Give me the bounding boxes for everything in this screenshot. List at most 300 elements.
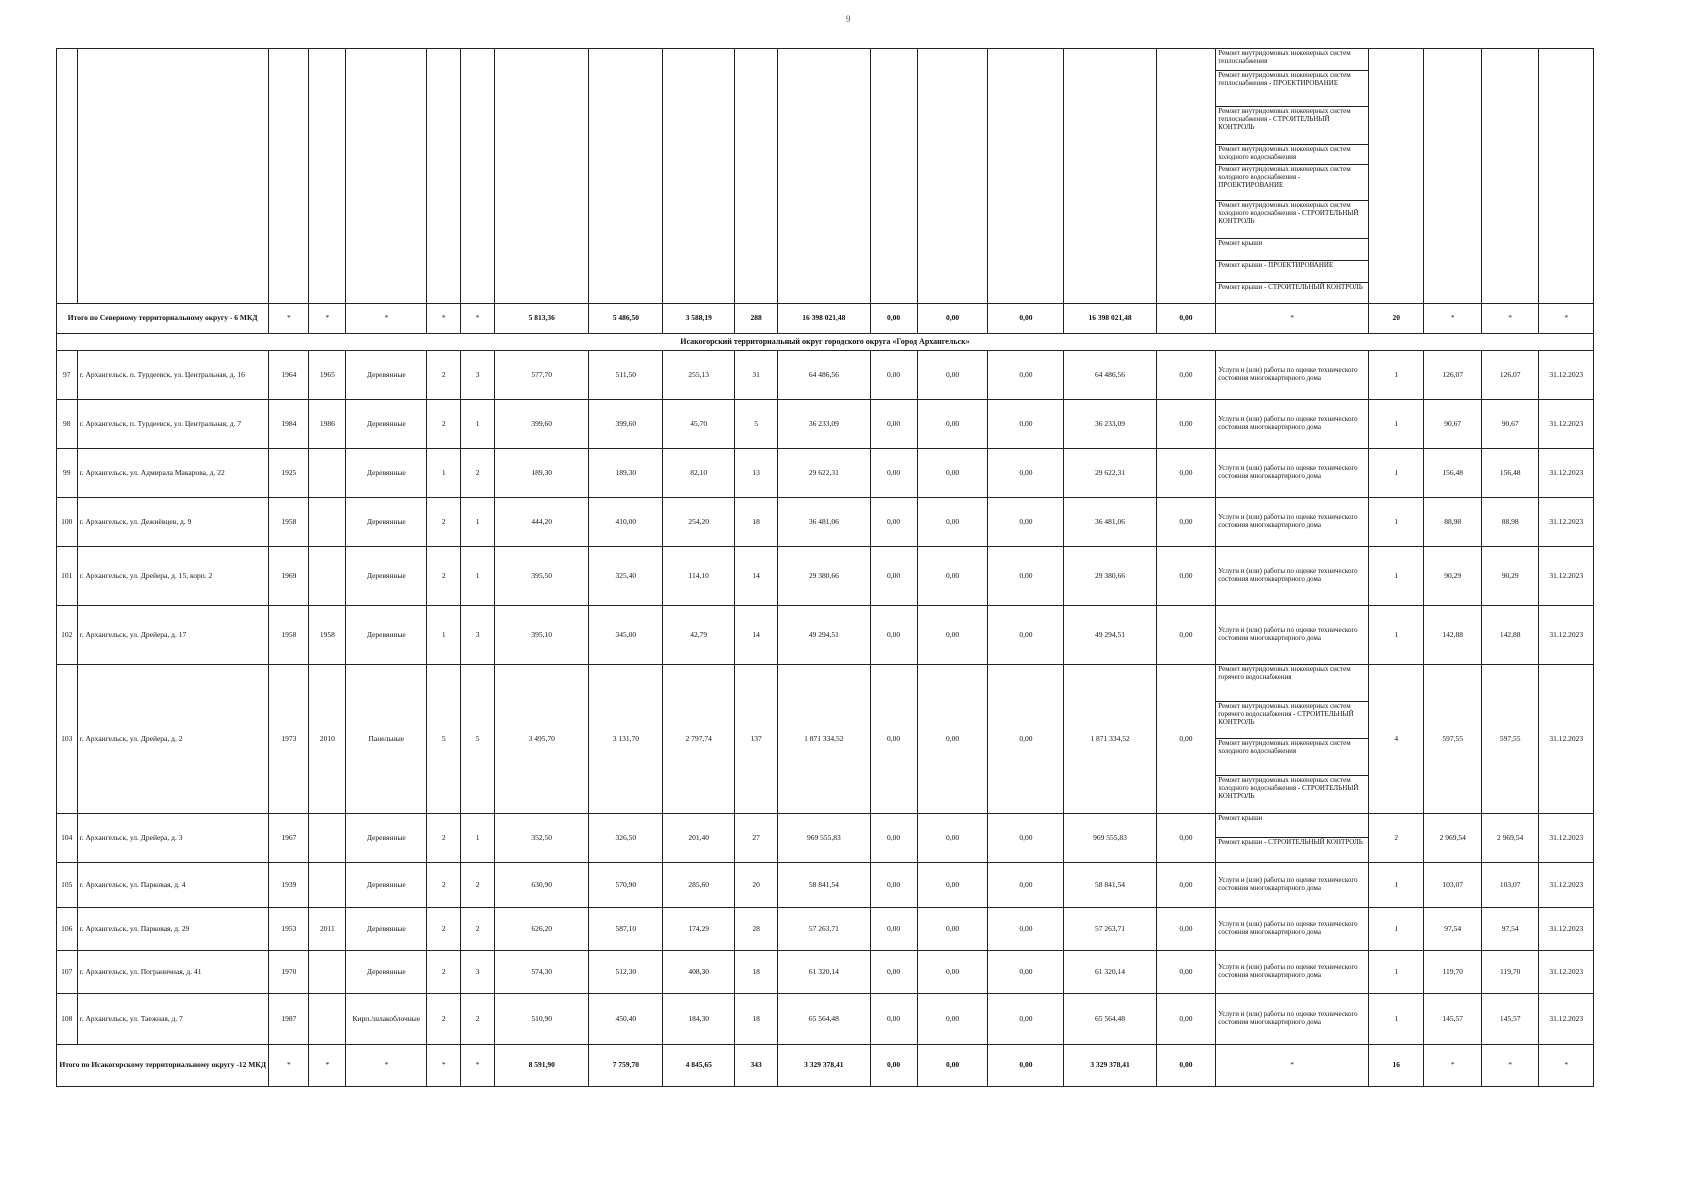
zero-cell: 0,00: [870, 908, 917, 951]
zero-cell: 0,00: [870, 951, 917, 994]
area-rooms: 587,10: [589, 908, 663, 951]
area-living: 174,29: [663, 908, 735, 951]
area-rooms: 570,90: [589, 863, 663, 908]
year-overhaul: 2011: [309, 908, 346, 951]
year-overhaul: [309, 863, 346, 908]
unit-cost-limit: 90,67: [1481, 400, 1538, 449]
wall-material: Деревянные: [346, 547, 427, 606]
floors: 2: [427, 351, 461, 400]
work-types-cell: [1216, 606, 1369, 665]
star-cell: *: [309, 1045, 346, 1087]
residents: 343: [735, 1045, 778, 1087]
repair-register-table: [56, 48, 1594, 1087]
wall-material: Деревянные: [346, 606, 427, 665]
completion-date: 31.12.2023: [1539, 665, 1594, 814]
table-row: [57, 863, 1594, 908]
area-total: 510,90: [495, 994, 589, 1045]
zero-cell: 0,00: [1156, 951, 1216, 994]
table-row: [57, 994, 1594, 1045]
cost-fund: 65 564,48: [1064, 994, 1156, 1045]
wall-material: Деревянные: [346, 814, 427, 863]
isak-total-label: Итого по Исакогорскому территориальному округу -12 МКД: [57, 1045, 269, 1087]
row-number: 99: [57, 449, 78, 498]
wall-material: Деревянные: [346, 400, 427, 449]
year-built: 1973: [269, 665, 309, 814]
area-total: 352,50: [495, 814, 589, 863]
zero-cell: 0,00: [870, 665, 917, 814]
floors: 1: [427, 606, 461, 665]
completion-date: 31.12.2023: [1539, 400, 1594, 449]
star-cell: *: [1539, 304, 1594, 334]
works-count: 1: [1369, 908, 1424, 951]
work-types-cell: [1216, 351, 1369, 400]
completion-date: 31.12.2023: [1539, 606, 1594, 665]
unit-cost: 145,57: [1424, 994, 1481, 1045]
zero-cell: 0,00: [917, 498, 988, 547]
work-types-cell: [1216, 908, 1369, 951]
cost-fund: 36 233,09: [1064, 400, 1156, 449]
star-cell: *: [346, 304, 427, 334]
area-living: 4 845,65: [663, 1045, 735, 1087]
cost-total: 58 841,54: [778, 863, 870, 908]
residents: 13: [735, 449, 778, 498]
works-count: 1: [1369, 863, 1424, 908]
row-number: 100: [57, 498, 78, 547]
address: г. Архангельск, ул. Адмирала Макарова, д. 22: [77, 449, 269, 498]
cost-total: 61 320,14: [778, 951, 870, 994]
area-living: 42,79: [663, 606, 735, 665]
zero-cell: 0,00: [870, 994, 917, 1045]
zero-cell: 0,00: [917, 951, 988, 994]
unit-cost-limit: 119,70: [1481, 951, 1538, 994]
area-total: 626,20: [495, 908, 589, 951]
entrances: 2: [461, 863, 495, 908]
work-type-item: Услуги и (или) работы по оценке технического состояния многоквартирного дома: [1218, 876, 1358, 892]
unit-cost: 142,88: [1424, 606, 1481, 665]
row-number: 98: [57, 400, 78, 449]
star-cell: *: [427, 304, 461, 334]
cost-fund: 58 841,54: [1064, 863, 1156, 908]
address: г. Архангельск, ул. Дрейера, д. 15, корп. 2: [77, 547, 269, 606]
zero-cell: 0,00: [988, 498, 1064, 547]
cost-fund: 64 486,56: [1064, 351, 1156, 400]
section-header-row: [57, 334, 1594, 351]
floors: 2: [427, 908, 461, 951]
star-cell: *: [1424, 1045, 1481, 1087]
entrances: 1: [461, 814, 495, 863]
area-living: 201,40: [663, 814, 735, 863]
cost-total: 36 481,06: [778, 498, 870, 547]
works-count: 1: [1369, 994, 1424, 1045]
entrances: 2: [461, 994, 495, 1045]
zero-cell: 0,00: [988, 951, 1064, 994]
works-count: 2: [1369, 814, 1424, 863]
work-type-item: Ремонт внутридомовых инженерных систем теплоснабжения - ПРОЕКТИРОВАНИЕ: [1216, 71, 1368, 107]
star-cell: *: [1481, 304, 1538, 334]
unit-cost: 90,67: [1424, 400, 1481, 449]
star-cell: *: [1481, 1045, 1538, 1087]
completion-date: 31.12.2023: [1539, 863, 1594, 908]
row-number: 103: [57, 665, 78, 814]
zero-cell: 0,00: [917, 908, 988, 951]
star-cell: *: [461, 1045, 495, 1087]
cost-total: 36 233,09: [778, 400, 870, 449]
completion-date: 31.12.2023: [1539, 547, 1594, 606]
year-overhaul: 1965: [309, 351, 346, 400]
year-built: 1970: [269, 951, 309, 994]
residents: 18: [735, 994, 778, 1045]
unit-cost: 88,98: [1424, 498, 1481, 547]
year-built: 1964: [269, 351, 309, 400]
star-cell: *: [1216, 304, 1369, 334]
area-living: 285,60: [663, 863, 735, 908]
work-type-item: Услуги и (или) работы по оценке технического состояния многоквартирного дома: [1218, 567, 1358, 583]
unit-cost-limit: 145,57: [1481, 994, 1538, 1045]
zero-cell: 0,00: [870, 1045, 917, 1087]
works-count: 1: [1369, 606, 1424, 665]
area-total: 189,30: [495, 449, 589, 498]
works-count: 1: [1369, 449, 1424, 498]
zero-cell: 0,00: [988, 304, 1064, 334]
zero-cell: 0,00: [1156, 994, 1216, 1045]
work-types-cell: [1216, 863, 1369, 908]
entrances: 1: [461, 498, 495, 547]
work-types-cell: [1216, 814, 1369, 863]
area-living: 2 797,74: [663, 665, 735, 814]
wall-material: Деревянные: [346, 951, 427, 994]
year-built: 1958: [269, 606, 309, 665]
work-types-cell: [1216, 951, 1369, 994]
year-overhaul: [309, 814, 346, 863]
cost-fund: 36 481,06: [1064, 498, 1156, 547]
north-total-row: [57, 304, 1594, 334]
zero-cell: 0,00: [1156, 1045, 1216, 1087]
cost-total: 65 564,48: [778, 994, 870, 1045]
zero-cell: 0,00: [1156, 814, 1216, 863]
works-count: 1: [1369, 400, 1424, 449]
zero-cell: 0,00: [870, 863, 917, 908]
address: г. Архангельск, ул. Дежнёвцев, д. 9: [77, 498, 269, 547]
entrances: 1: [461, 547, 495, 606]
unit-cost-limit: 103,07: [1481, 863, 1538, 908]
cost-total: 969 555,83: [778, 814, 870, 863]
work-types-cell: [1216, 400, 1369, 449]
unit-cost-limit: 142,88: [1481, 606, 1538, 665]
area-living: 408,30: [663, 951, 735, 994]
row-number: 101: [57, 547, 78, 606]
area-living: 255,13: [663, 351, 735, 400]
area-rooms: 511,50: [589, 351, 663, 400]
year-built: 1925: [269, 449, 309, 498]
completion-date: 31.12.2023: [1539, 498, 1594, 547]
year-built: 1939: [269, 863, 309, 908]
unit-cost: 103,07: [1424, 863, 1481, 908]
wall-material: Деревянные: [346, 351, 427, 400]
area-rooms: 5 486,50: [589, 304, 663, 334]
year-overhaul: [309, 449, 346, 498]
row-number: 105: [57, 863, 78, 908]
unit-cost: 90,29: [1424, 547, 1481, 606]
work-type-item: Ремонт крыши - СТРОИТЕЛЬНЫЙ КОНТРОЛЬ: [1218, 283, 1363, 291]
works-count: 20: [1369, 304, 1424, 334]
wall-material: Деревянные: [346, 449, 427, 498]
address: г. Архангельск, ул. Пограничная, д. 41: [77, 951, 269, 994]
zero-cell: 0,00: [1156, 547, 1216, 606]
zero-cell: 0,00: [1156, 606, 1216, 665]
zero-cell: 0,00: [870, 606, 917, 665]
completion-date: 31.12.2023: [1539, 951, 1594, 994]
zero-cell: 0,00: [1156, 304, 1216, 334]
residents: 14: [735, 547, 778, 606]
zero-cell: 0,00: [1156, 908, 1216, 951]
work-type-item: Ремонт крыши - ПРОЕКТИРОВАНИЕ: [1216, 261, 1368, 283]
zero-cell: 0,00: [988, 547, 1064, 606]
cost-total: 57 263,71: [778, 908, 870, 951]
work-type-item: Ремонт внутридомовых инженерных систем теплоснабжения - СТРОИТЕЛЬНЫЙ КОНТРОЛЬ: [1216, 107, 1368, 145]
unit-cost-limit: 90,29: [1481, 547, 1538, 606]
cost-fund: 16 398 021,48: [1064, 304, 1156, 334]
zero-cell: 0,00: [988, 1045, 1064, 1087]
area-total: 8 591,90: [495, 1045, 589, 1087]
star-cell: *: [1539, 1045, 1594, 1087]
year-built: 1984: [269, 400, 309, 449]
work-type-item: Ремонт внутридомовых инженерных систем холодного водоснабжения: [1216, 739, 1368, 776]
cost-fund: 49 294,51: [1064, 606, 1156, 665]
zero-cell: 0,00: [988, 400, 1064, 449]
address: г. Архангельск, ул. Дрейера, д. 3: [77, 814, 269, 863]
work-type-item: Ремонт внутридомовых инженерных систем холодного водоснабжения - СТРОИТЕЛЬНЫЙ КОНТРОЛЬ: [1218, 776, 1359, 800]
address: г. Архангельск, ул. Парковая, д. 4: [77, 863, 269, 908]
zero-cell: 0,00: [917, 400, 988, 449]
entrances: 3: [461, 951, 495, 994]
wall-material: Кирп./шлакоблочные: [346, 994, 427, 1045]
work-type-item: Ремонт внутридомовых инженерных систем горячего водоснабжения - СТРОИТЕЛЬНЫЙ КОНТРОЛЬ: [1216, 702, 1368, 739]
address: г. Архангельск, ул. Дрейера, д. 17: [77, 606, 269, 665]
work-type-item: Ремонт крыши: [1216, 239, 1368, 261]
table-row: [57, 449, 1594, 498]
unit-cost: 2 969,54: [1424, 814, 1481, 863]
cost-fund: 3 329 378,41: [1064, 1045, 1156, 1087]
unit-cost-limit: 156,48: [1481, 449, 1538, 498]
zero-cell: 0,00: [1156, 498, 1216, 547]
zero-cell: 0,00: [1156, 400, 1216, 449]
unit-cost: 156,48: [1424, 449, 1481, 498]
unit-cost-limit: 2 969,54: [1481, 814, 1538, 863]
isak-total-row: [57, 1045, 1594, 1087]
address: г. Архангельск, ул. Таежная, д. 7: [77, 994, 269, 1045]
completion-date: 31.12.2023: [1539, 994, 1594, 1045]
table-row: [57, 606, 1594, 665]
work-type-item: Услуги и (или) работы по оценке технического состояния многоквартирного дома: [1218, 513, 1358, 529]
work-type-item: Ремонт крыши - СТРОИТЕЛЬНЫЙ КОНТРОЛЬ: [1218, 838, 1363, 846]
cost-total: 1 871 334,52: [778, 665, 870, 814]
area-total: 574,30: [495, 951, 589, 994]
area-rooms: 189,30: [589, 449, 663, 498]
zero-cell: 0,00: [1156, 863, 1216, 908]
area-living: 114,10: [663, 547, 735, 606]
floors: 2: [427, 814, 461, 863]
area-rooms: 3 131,70: [589, 665, 663, 814]
north-total-label: Итого по Северному территориальному округу - 6 МКД: [57, 304, 269, 334]
table-row: [57, 814, 1594, 863]
area-rooms: 512,30: [589, 951, 663, 994]
zero-cell: 0,00: [988, 863, 1064, 908]
area-rooms: 325,40: [589, 547, 663, 606]
entrances: 3: [461, 606, 495, 665]
address: г. Архангельск, ул. Парковая, д. 29: [77, 908, 269, 951]
year-overhaul: 2010: [309, 665, 346, 814]
zero-cell: 0,00: [917, 1045, 988, 1087]
work-type-item: Ремонт внутридомовых инженерных систем холодного водоснабжения - СТРОИТЕЛЬНЫЙ КОНТРОЛЬ: [1216, 201, 1368, 239]
page-number: 9: [846, 14, 851, 24]
zero-cell: 0,00: [988, 908, 1064, 951]
works-count: 1: [1369, 498, 1424, 547]
area-total: 395,50: [495, 547, 589, 606]
wall-material: Деревянные: [346, 908, 427, 951]
area-living: 45,70: [663, 400, 735, 449]
floors: 2: [427, 498, 461, 547]
work-types-cell: [1216, 49, 1369, 304]
area-total: 577,70: [495, 351, 589, 400]
area-rooms: 345,00: [589, 606, 663, 665]
area-rooms: 450,40: [589, 994, 663, 1045]
table-row: [57, 547, 1594, 606]
year-overhaul: [309, 498, 346, 547]
zero-cell: 0,00: [917, 863, 988, 908]
wall-material: Деревянные: [346, 498, 427, 547]
area-total: 395,10: [495, 606, 589, 665]
address: г. Архангельск, п. Турдеевск, ул. Центральная, д. 7: [77, 400, 269, 449]
table-row: [57, 665, 1594, 814]
continuation-row: [57, 49, 1594, 304]
cost-total: 16 398 021,48: [778, 304, 870, 334]
zero-cell: 0,00: [988, 606, 1064, 665]
year-built: 1987: [269, 994, 309, 1045]
work-type-item: Услуги и (или) работы по оценке технического состояния многоквартирного дома: [1218, 415, 1358, 431]
floors: 2: [427, 863, 461, 908]
table-row: [57, 951, 1594, 994]
row-number: 104: [57, 814, 78, 863]
row-number: 107: [57, 951, 78, 994]
residents: 18: [735, 498, 778, 547]
table-row: [57, 908, 1594, 951]
works-count: 1: [1369, 547, 1424, 606]
floors: 2: [427, 951, 461, 994]
row-number: 108: [57, 994, 78, 1045]
address: г. Архангельск, ул. Дрейера, д. 2: [77, 665, 269, 814]
zero-cell: 0,00: [988, 351, 1064, 400]
floors: 2: [427, 994, 461, 1045]
unit-cost-limit: 97,54: [1481, 908, 1538, 951]
star-cell: *: [461, 304, 495, 334]
area-living: 82,10: [663, 449, 735, 498]
cost-total: 64 486,56: [778, 351, 870, 400]
year-built: 1967: [269, 814, 309, 863]
completion-date: 31.12.2023: [1539, 449, 1594, 498]
area-rooms: 326,50: [589, 814, 663, 863]
unit-cost: 119,70: [1424, 951, 1481, 994]
year-overhaul: 1958: [309, 606, 346, 665]
year-overhaul: [309, 547, 346, 606]
work-type-item: Услуги и (или) работы по оценке технического состояния многоквартирного дома: [1218, 963, 1358, 979]
work-type-item: Услуги и (или) работы по оценке технического состояния многоквартирного дома: [1218, 366, 1358, 382]
cost-total: 29 380,66: [778, 547, 870, 606]
area-total: 3 495,70: [495, 665, 589, 814]
zero-cell: 0,00: [870, 498, 917, 547]
zero-cell: 0,00: [917, 606, 988, 665]
residents: 137: [735, 665, 778, 814]
works-count: 1: [1369, 351, 1424, 400]
work-types-cell: [1216, 547, 1369, 606]
zero-cell: 0,00: [870, 304, 917, 334]
zero-cell: 0,00: [988, 449, 1064, 498]
zero-cell: 0,00: [988, 814, 1064, 863]
wall-material: Панельные: [346, 665, 427, 814]
residents: 27: [735, 814, 778, 863]
address: г. Архангельск, п. Турдеевск, ул. Центральная, д. 16: [77, 351, 269, 400]
zero-cell: 0,00: [917, 994, 988, 1045]
floors: 1: [427, 449, 461, 498]
area-living: 184,30: [663, 994, 735, 1045]
unit-cost: 97,54: [1424, 908, 1481, 951]
work-types-cell: [1216, 665, 1369, 814]
entrances: 2: [461, 908, 495, 951]
entrances: 5: [461, 665, 495, 814]
floors: 2: [427, 547, 461, 606]
area-rooms: 7 759,70: [589, 1045, 663, 1087]
area-rooms: 399,60: [589, 400, 663, 449]
star-cell: *: [269, 1045, 309, 1087]
work-type-item: Ремонт внутридомовых инженерных систем теплоснабжения: [1216, 49, 1368, 71]
year-built: 1969: [269, 547, 309, 606]
zero-cell: 0,00: [917, 547, 988, 606]
row-number: 97: [57, 351, 78, 400]
zero-cell: 0,00: [1156, 351, 1216, 400]
work-type-item: Услуги и (или) работы по оценке технического состояния многоквартирного дома: [1218, 1010, 1358, 1026]
unit-cost-limit: 88,98: [1481, 498, 1538, 547]
entrances: 2: [461, 449, 495, 498]
residents: 28: [735, 908, 778, 951]
zero-cell: 0,00: [870, 547, 917, 606]
area-total: 399,60: [495, 400, 589, 449]
year-overhaul: [309, 951, 346, 994]
work-type-item: Услуги и (или) работы по оценке технического состояния многоквартирного дома: [1218, 464, 1358, 480]
star-cell: *: [427, 1045, 461, 1087]
star-cell: *: [269, 304, 309, 334]
work-types-cell: [1216, 498, 1369, 547]
unit-cost-limit: 597,55: [1481, 665, 1538, 814]
zero-cell: 0,00: [1156, 665, 1216, 814]
residents: 31: [735, 351, 778, 400]
unit-cost: 597,55: [1424, 665, 1481, 814]
residents: 20: [735, 863, 778, 908]
residents: 5: [735, 400, 778, 449]
completion-date: 31.12.2023: [1539, 351, 1594, 400]
cost-fund: 57 263,71: [1064, 908, 1156, 951]
cost-fund: 1 871 334,52: [1064, 665, 1156, 814]
zero-cell: 0,00: [917, 351, 988, 400]
floors: 2: [427, 400, 461, 449]
year-built: 1958: [269, 498, 309, 547]
work-type-item: Услуги и (или) работы по оценке технического состояния многоквартирного дома: [1218, 920, 1358, 936]
works-count: 1: [1369, 951, 1424, 994]
star-cell: *: [1424, 304, 1481, 334]
zero-cell: 0,00: [870, 449, 917, 498]
residents: 288: [735, 304, 778, 334]
wall-material: Деревянные: [346, 863, 427, 908]
zero-cell: 0,00: [988, 994, 1064, 1045]
completion-date: 31.12.2023: [1539, 814, 1594, 863]
